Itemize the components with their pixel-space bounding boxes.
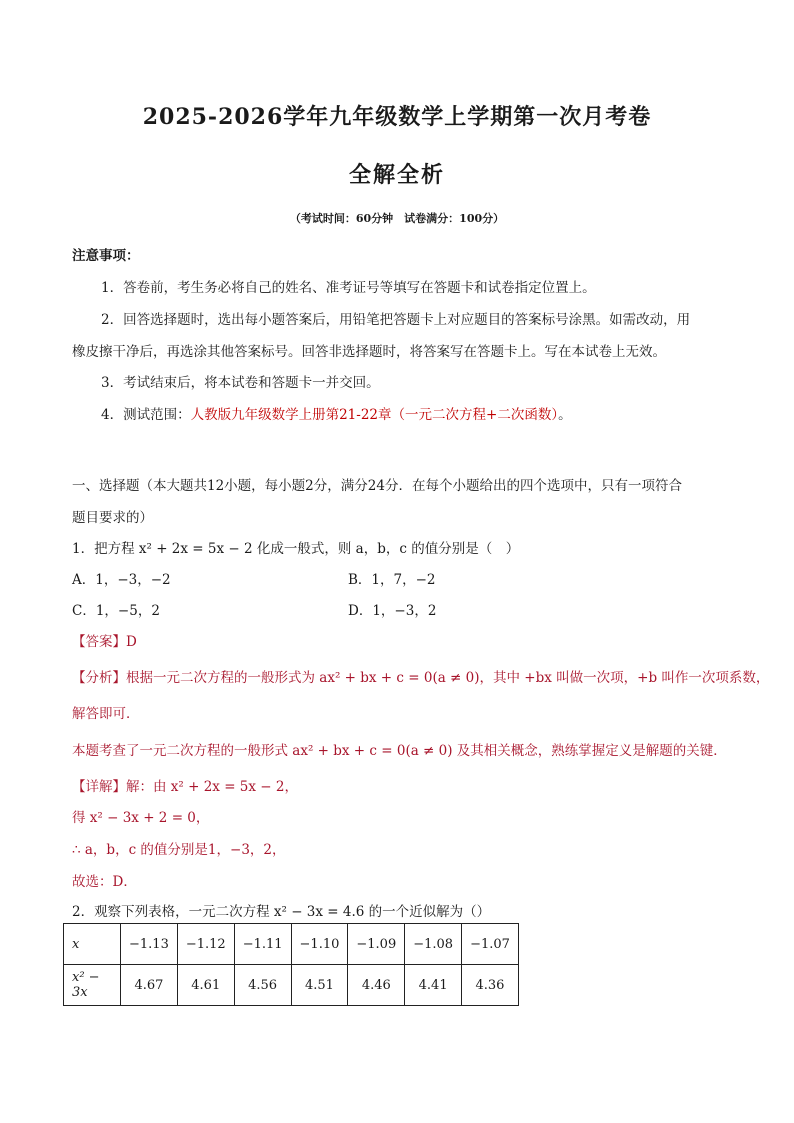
q2-stem: 2．观察下列表格，一元二次方程 x² − 3x = 4.6 的一个近似解为（） <box>72 904 491 920</box>
table-row-header: x² − 3x <box>64 965 121 1006</box>
table-cell: 4.67 <box>121 965 178 1006</box>
table-cell: 4.36 <box>462 965 519 1006</box>
exam-subtitle: 全解全析 <box>348 162 445 188</box>
table-cell: 4.41 <box>405 965 462 1006</box>
note-item-1: 1．答卷前，考生务必将自己的姓名、准考证号等填写在答题卡和试卷指定位置上。 <box>101 280 596 296</box>
scope-end: 。 <box>558 407 572 423</box>
q1-detail-line3: ∴ a，b，c 的值分别是1，−3，2， <box>72 842 286 858</box>
note-item-2: 2．回答选择题时，选出每小题答案后，用铅笔把答题卡上对应题目的答案标号涂黑。如需改动，用 <box>101 312 691 328</box>
table-cell: 4.61 <box>177 965 234 1006</box>
section1-heading-line2: 题目要求的） <box>72 510 153 526</box>
note-item-3: 3．考试结束后，将本试卷和答题卡一并交回。 <box>101 375 380 391</box>
q1-analysis-line1 <box>72 666 770 686</box>
table-cell: 4.46 <box>348 965 405 1006</box>
table-cell: −1.10 <box>291 924 348 965</box>
table-cell: 4.51 <box>291 965 348 1006</box>
table-cell: −1.08 <box>405 924 462 965</box>
table-cell: −1.13 <box>121 924 178 965</box>
section1-heading-line1: 一、选择题（本大题共12小题，每小题2分，满分24分．在每个小题给出的四个选项中，只有一项符合 <box>72 478 682 494</box>
scope-label: 4．测试范围： <box>101 407 191 423</box>
table-cell: −1.07 <box>462 924 519 965</box>
table-row <box>64 924 519 965</box>
table-row-header: x <box>64 924 121 965</box>
q1-analysis-line2: 解答即可． <box>72 706 140 722</box>
q1-stem: 1．把方程 x² + 2x = 5x − 2 化成一般式，则 a，b，c 的值分别是（ ） <box>72 541 520 557</box>
q1-analysis-line3: 本题考查了一元二次方程的一般形式 ax² + bx + c = 0(a ≠ 0) 及其相关概念，熟练掌握定义是解题的关键． <box>72 743 727 759</box>
exam-info: （考试时间：60分钟 试卷满分：100分） <box>289 212 505 225</box>
q1-detail-line1 <box>72 775 722 795</box>
q1-option-b: B．1，7，−2 <box>348 572 436 588</box>
q1-detail-line2: 得 x² − 3x + 2 = 0， <box>72 810 210 826</box>
notes-heading: 注意事项： <box>72 248 140 264</box>
detail-label: 【详解】 <box>72 779 126 795</box>
table-cell: −1.12 <box>177 924 234 965</box>
table-row <box>64 965 519 1006</box>
table-cell: 4.56 <box>234 965 291 1006</box>
analysis-text: 根据一元二次方程的一般形式为 ax² + bx + c = 0(a ≠ 0)，其中 +bx 叫做一次项，+b 叫作一次项系数， <box>126 670 770 686</box>
exam-title: 2025-2026学年九年级数学上学期第一次月考卷 <box>142 104 652 130</box>
note-item-2-cont: 橡皮擦干净后，再选涂其他答案标号。回答非选择题时，将答案写在答题卡上。写在本试卷上无效。 <box>72 344 666 360</box>
scope-value: 人教版九年级数学上册第21-22章（一元二次方程+二次函数） <box>190 407 559 423</box>
table-cell: −1.09 <box>348 924 405 965</box>
detail-text: 解：由 x² + 2x = 5x − 2， <box>126 779 298 795</box>
q1-option-d: D．1，−3，2 <box>348 603 437 619</box>
q1-detail-line4: 故选：D． <box>72 874 137 890</box>
q2-table <box>63 923 519 1006</box>
q1-option-c: C．1，−5，2 <box>72 603 160 619</box>
table-cell: −1.11 <box>234 924 291 965</box>
note-item-4 <box>101 403 751 423</box>
q1-answer: 【答案】D <box>72 634 137 650</box>
q1-option-a: A．1，−3，−2 <box>72 572 171 588</box>
analysis-label: 【分析】 <box>72 670 126 686</box>
